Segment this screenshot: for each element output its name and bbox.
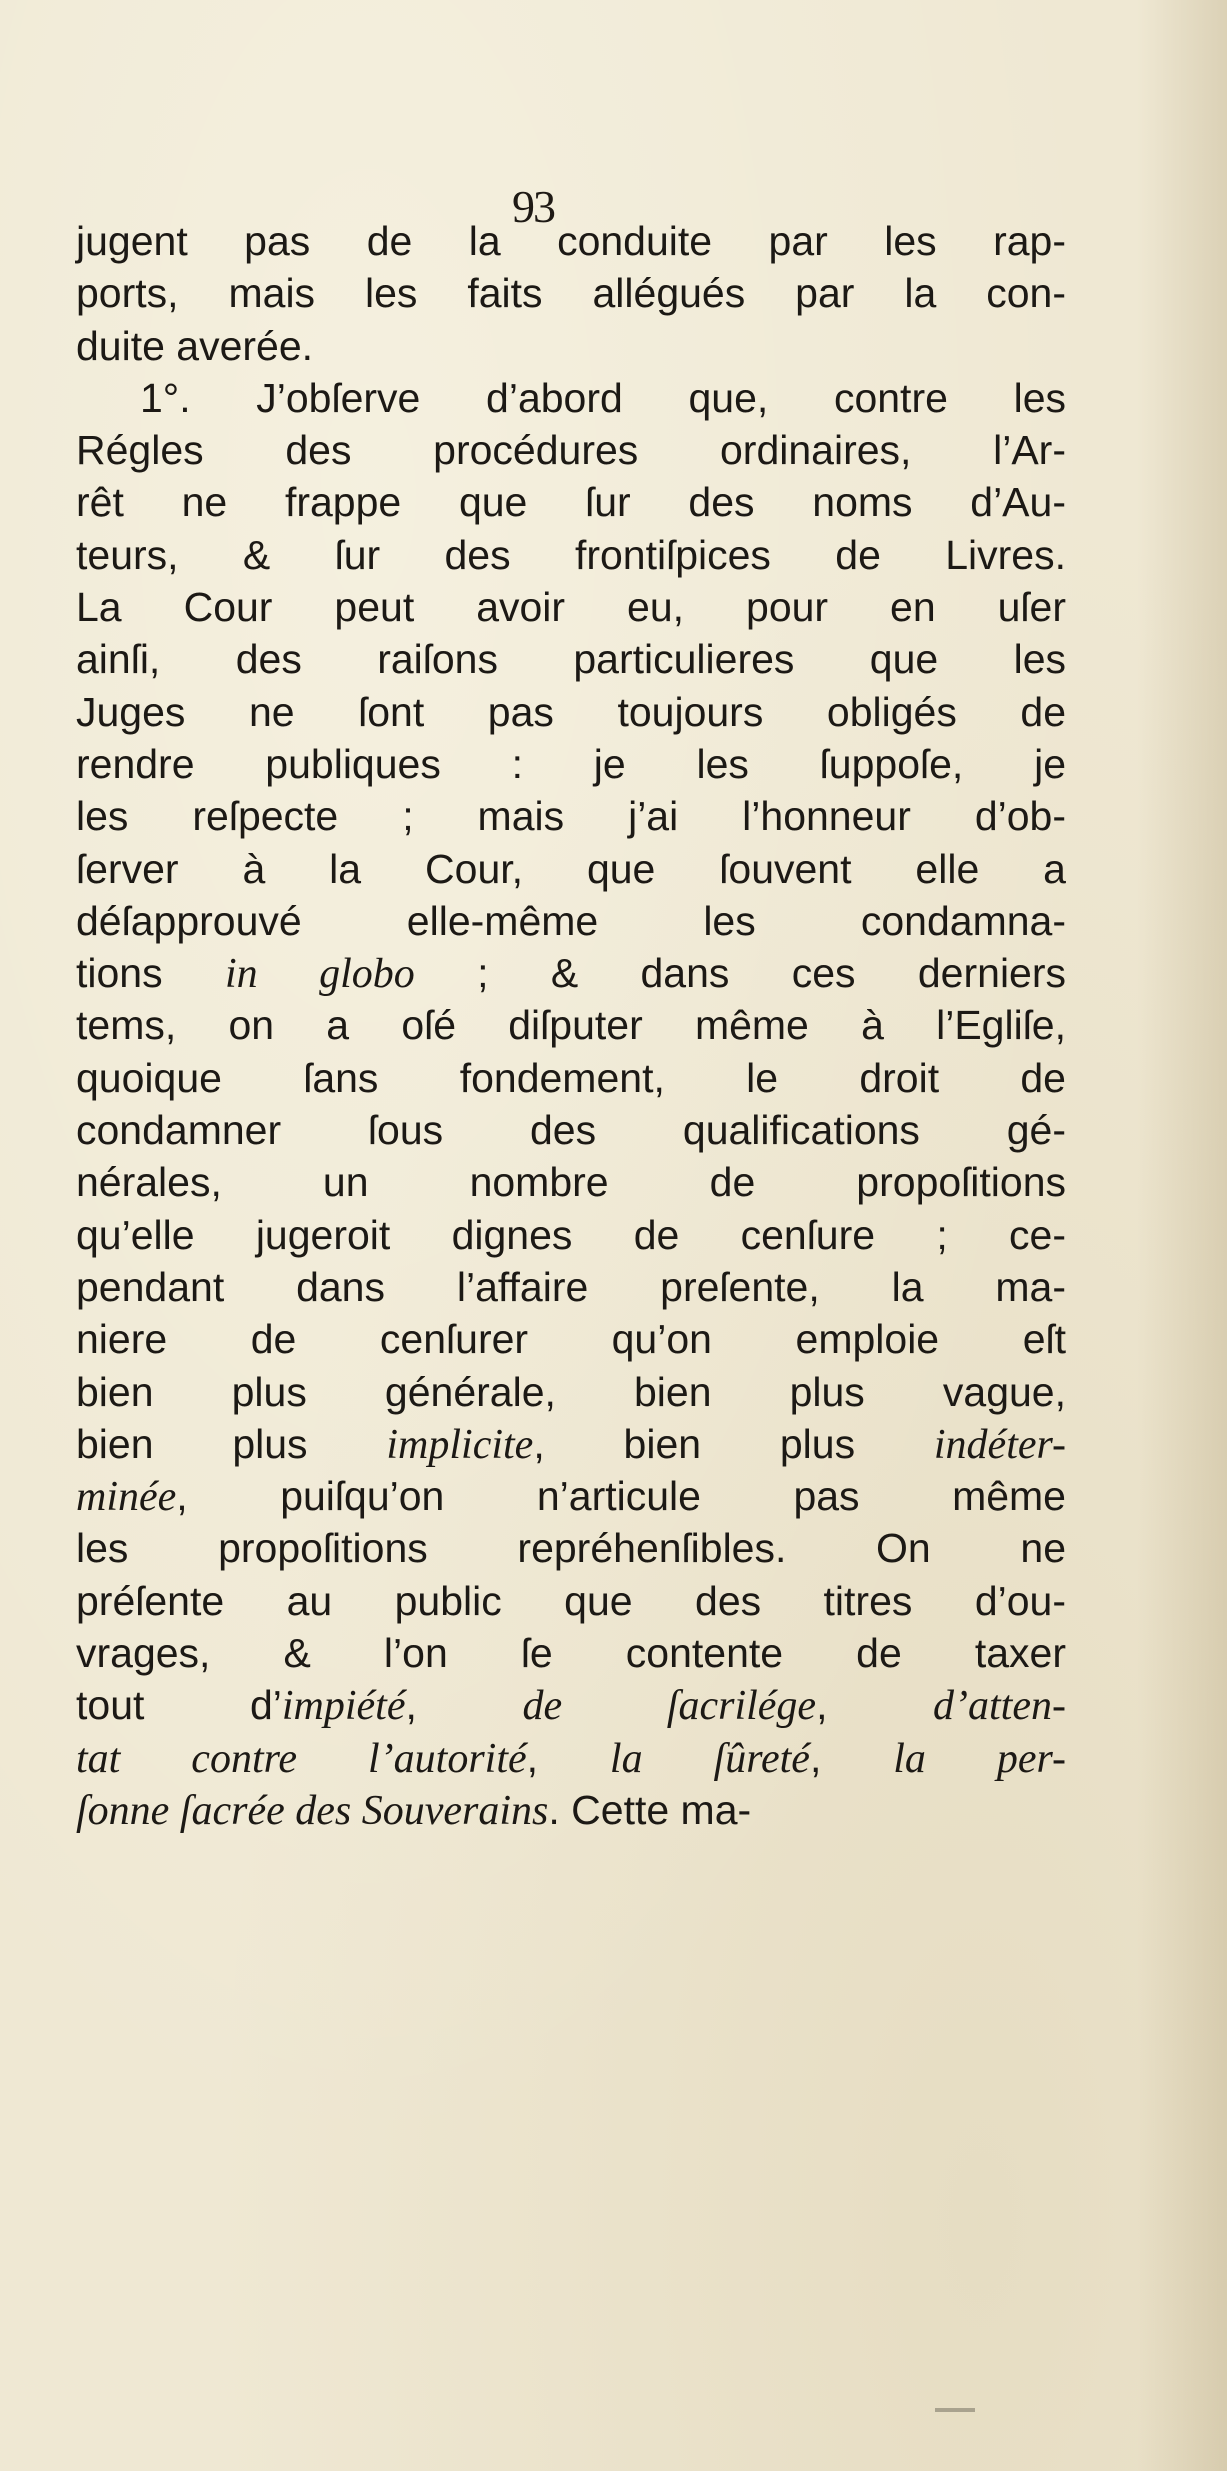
text-line [76, 424, 1066, 476]
text-segment: niere de cenſurer qu’on emploie eſt [76, 1316, 1066, 1363]
text-line [76, 1052, 1066, 1104]
text-line [76, 1575, 1066, 1627]
text-segment: condamner ſous des qualifications gé- [76, 1107, 1066, 1154]
text-segment: vrages, & l’on ſe contente de taxer [76, 1630, 1066, 1677]
italic-text: impiété [281, 1683, 406, 1730]
italic-text: tat contre l’autorité [76, 1735, 527, 1782]
text-line [76, 1784, 1066, 1836]
text-segment: , [809, 1734, 894, 1781]
text-segment: , bien plus [533, 1420, 934, 1467]
text-segment: jugent pas de la conduite par les rap- [76, 218, 1066, 264]
text-segment: rendre publiques : je les ſuppoſe, je [76, 740, 1066, 787]
text-line [76, 686, 1066, 738]
text-line [76, 895, 1066, 947]
italic-text: in globo [224, 951, 415, 998]
page-number: 93 [512, 181, 554, 232]
text-segment: nérales, un nombre de propoſitions [76, 1159, 1066, 1206]
text-line [76, 1156, 1066, 1208]
text-line [76, 1522, 1066, 1574]
text-line [76, 1261, 1066, 1313]
text-segment: déſapprouvé elle-même les condamna- [76, 897, 1066, 944]
text-segment: duite averée. [76, 322, 314, 369]
text-line [76, 1418, 1066, 1470]
text-line [76, 1209, 1066, 1261]
text-segment: bien plus générale, bien plus vague, [76, 1368, 1066, 1415]
text-segment: , [405, 1682, 523, 1729]
text-segment: pendant dans l’affaire preſente, la ma- [76, 1263, 1066, 1310]
text-line [76, 1104, 1066, 1156]
text-segment: bien plus [76, 1420, 387, 1467]
text-segment: Juges ne ſont pas toujours obligés de [76, 688, 1066, 735]
text-line [76, 320, 1066, 372]
printer-mark [935, 2408, 975, 2412]
text-line [76, 372, 1066, 424]
text-line [76, 947, 1066, 999]
text-segment: Régles des procédures ordinaires, l’Ar- [76, 427, 1066, 474]
text-line [76, 738, 1066, 790]
text-segment: qu’elle jugeroit dignes de cenſure ; ce- [76, 1211, 1066, 1258]
italic-text: de ſacrilége [522, 1683, 817, 1730]
text-line [76, 476, 1066, 528]
text-line [76, 633, 1066, 685]
text-segment: les reſpecte ; mais j’ai l’honneur d’ob- [76, 793, 1066, 840]
text-line [76, 581, 1066, 633]
text-line [76, 1627, 1066, 1679]
italic-text: d’atten- [933, 1683, 1066, 1730]
text-segment: , [816, 1682, 934, 1729]
text-segment: teurs, & ſur des frontiſpices de Livres. [76, 531, 1066, 578]
italic-text: implicite [386, 1421, 534, 1468]
text-line [76, 267, 1066, 319]
text-line [76, 215, 1066, 267]
text-line [76, 843, 1066, 895]
text-segment: tems, on a oſé diſputer même à l’Egliſe, [76, 1002, 1066, 1049]
text-segment: 1°. J’obſerve d’abord que, contre les [140, 374, 1066, 421]
text-segment: , puiſqu’on n’articule pas même [176, 1473, 1066, 1520]
text-line [76, 790, 1066, 842]
text-segment: ſerver à la Cour, que ſouvent elle a [76, 845, 1066, 892]
text-segment: ainſi, des raiſons particulieres que les [76, 636, 1066, 683]
text-line [76, 999, 1066, 1051]
text-segment: préſente au public que des titres d’ou- [76, 1577, 1066, 1624]
text-line [76, 1732, 1066, 1784]
italic-text: indéter- [933, 1421, 1067, 1468]
text-segment: tions [76, 950, 225, 997]
text-line [76, 1470, 1066, 1522]
italic-text: la ſûreté [609, 1735, 810, 1782]
text-segment: rêt ne frappe que ſur des noms d’Au- [76, 479, 1066, 526]
text-line [76, 1313, 1066, 1365]
italic-text: minée [76, 1474, 177, 1521]
text-line [76, 1366, 1066, 1418]
text-segment: les propoſitions repréhenſibles. On ne [76, 1525, 1066, 1572]
text-segment: La Cour peut avoir eu, pour en uſer [76, 584, 1066, 631]
text-line [76, 529, 1066, 581]
text-segment: . Cette ma- [548, 1786, 752, 1833]
text-segment: ; & dans ces derniers [414, 950, 1067, 997]
page-edge-shadow [1137, 0, 1227, 2471]
text-line [76, 1679, 1066, 1731]
text-segment: , [526, 1734, 610, 1781]
italic-text: ſonne ſacrée des Souverains [76, 1787, 549, 1834]
body-text [76, 215, 1066, 1836]
italic-text: la per- [893, 1735, 1066, 1782]
text-segment: quoique ſans fondement, le droit de [76, 1054, 1066, 1101]
text-segment: tout d’ [76, 1682, 282, 1729]
text-segment: ports, mais les faits allégués par la con- [76, 270, 1066, 317]
